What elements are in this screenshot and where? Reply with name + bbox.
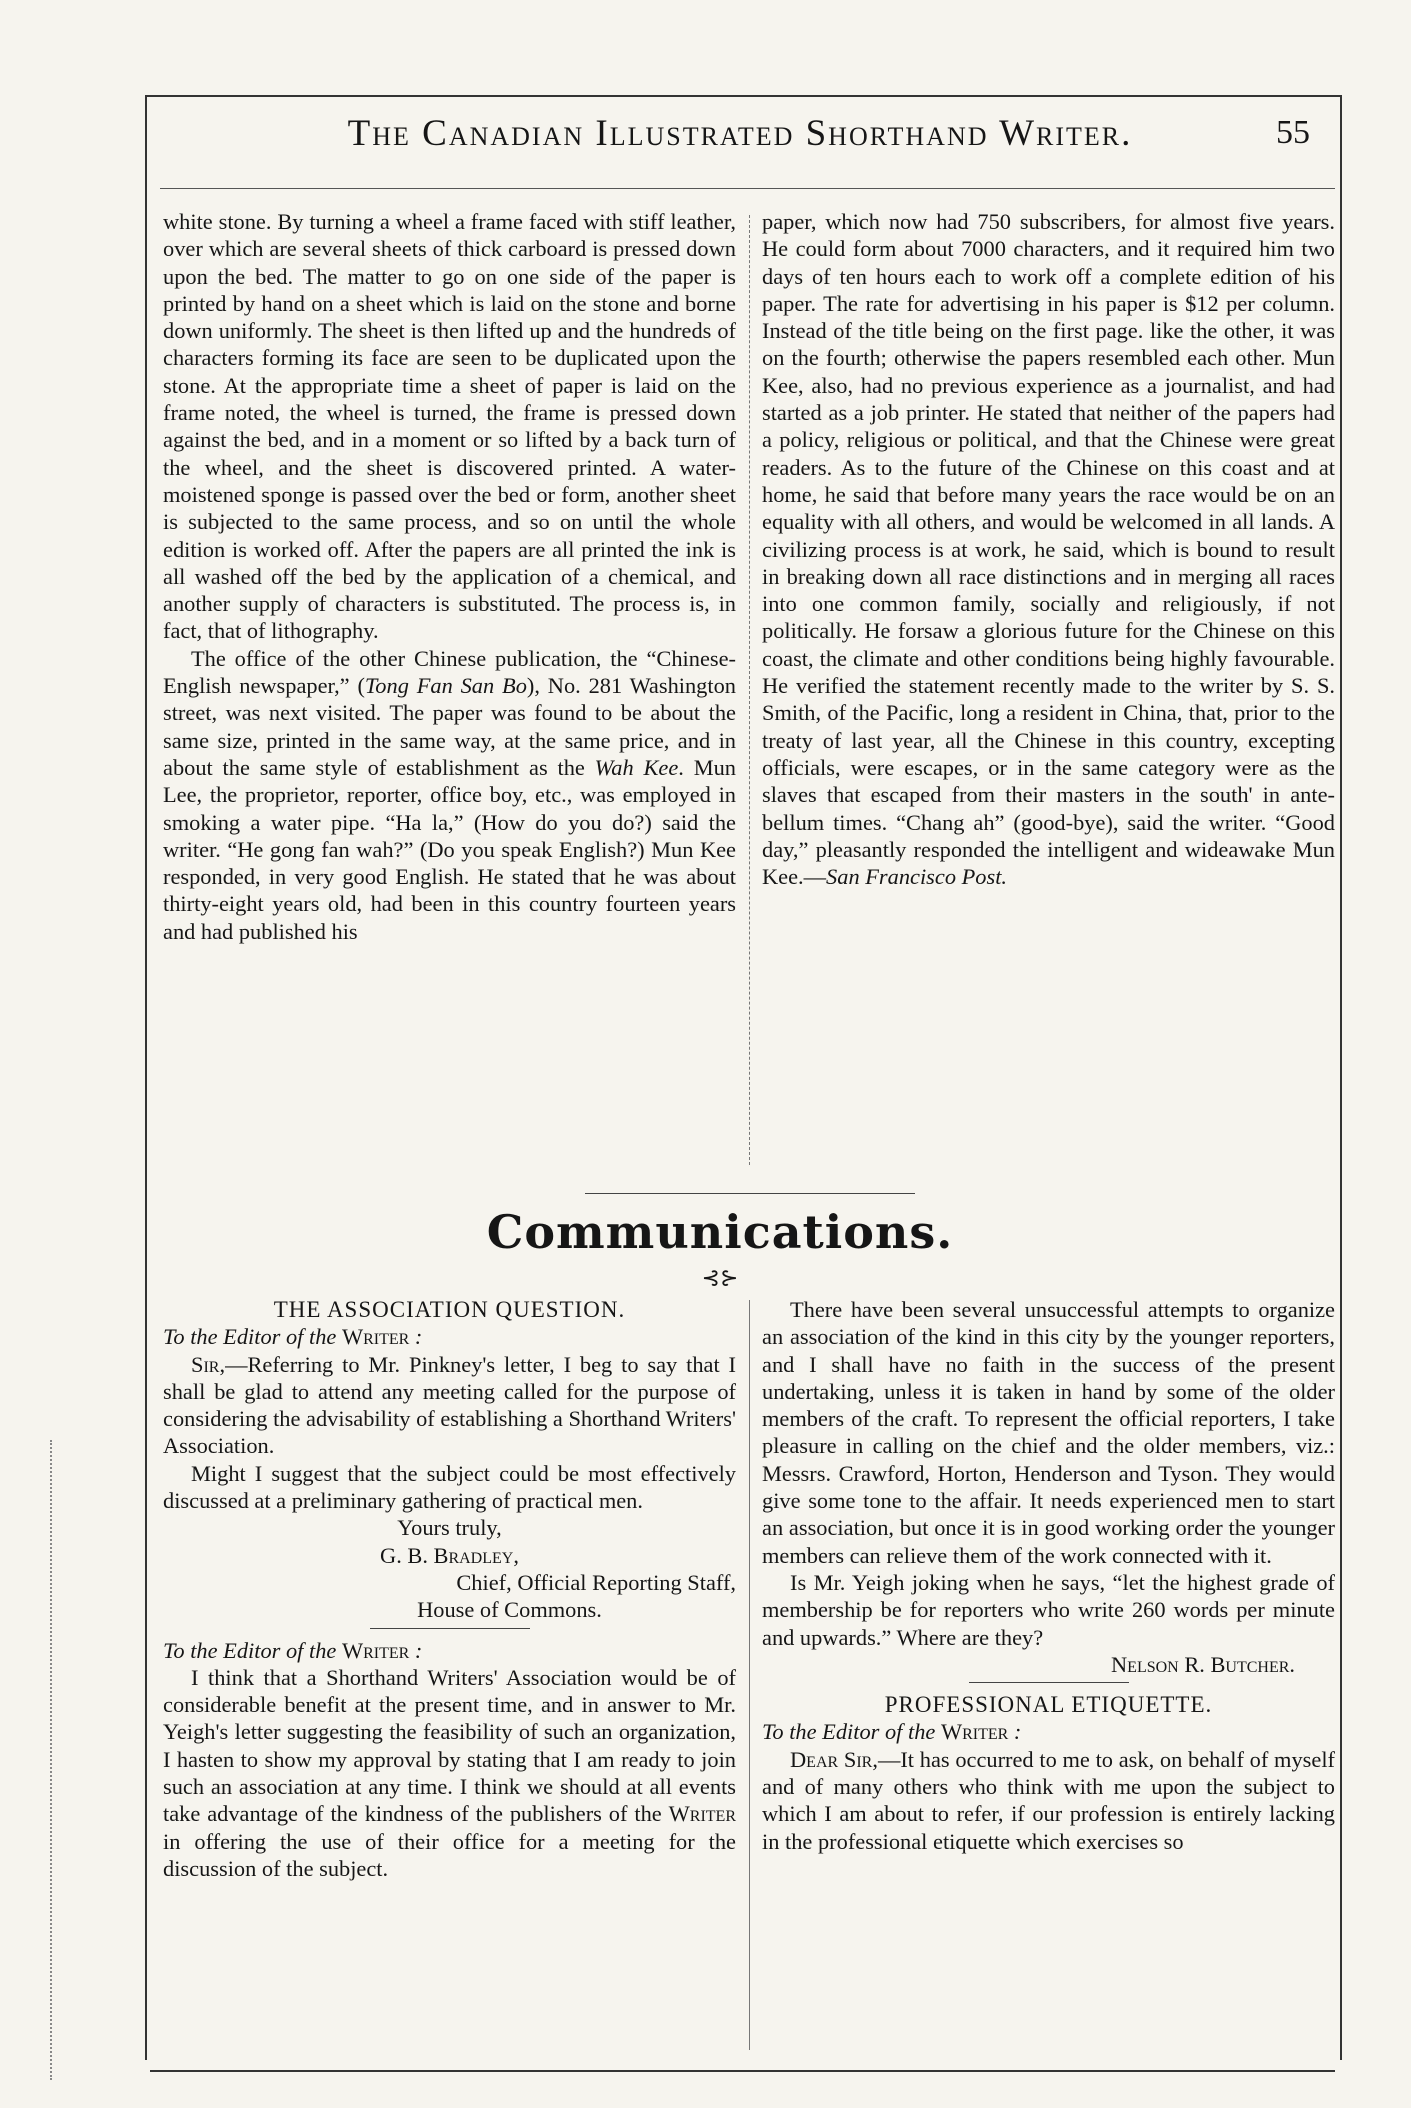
letter-signature: G. B. Bradley, bbox=[380, 1542, 519, 1568]
letter-paragraph bbox=[762, 1746, 1335, 1855]
letter-signature: Nelson R. Butcher. bbox=[1111, 1651, 1295, 1677]
column-divider bbox=[749, 1300, 750, 2050]
letter-paragraph: There have been several unsuccessful attempts to organize an association of the kind in this city by the younger reporters, and I shall have no faith in the success of the present undertaking, unless it is taken in hand by some of the older members of the craft. To represent the official reporters, I take pleasure in calling on the chief and the older members, viz.: Messrs. Crawford, Horton, Henderson and Tyson. They would give some tone to the affair. It needs experienced men to start an association, but once it is in good working order the younger members can relieve them of the work connected with it. bbox=[762, 1297, 1335, 1568]
letter-heading: THE ASSOCIATION QUESTION. bbox=[273, 1297, 626, 1322]
article-column-right bbox=[762, 208, 1335, 890]
ornament-icon: ⊰⊱ bbox=[701, 1266, 739, 1291]
communications-column-left bbox=[163, 1296, 736, 1882]
text-run: —Referring to Mr. Pinkney's letter, I beg to say that I shall be glad to attend any meeting called for the purpose of considering the advisability of establishing a Shorthand Writers' Association. bbox=[163, 1351, 736, 1459]
page-number: 55 bbox=[1276, 114, 1310, 151]
article-paragraph bbox=[163, 645, 736, 945]
text-run: ), No. 281 Washington street, was next visited. The paper was found to be about the same size, printed in the same way, at the same price, and in about the same style of establishment as the bbox=[163, 673, 736, 780]
page-frame-bottom bbox=[150, 2070, 1335, 2072]
text-run: The office of the other Chinese publication, the “Chinese-English newspaper,” ( bbox=[163, 645, 736, 699]
publication-title: The Canadian Illustrated Shorthand Writer. bbox=[347, 113, 1133, 154]
letter-separator bbox=[370, 1628, 530, 1629]
article-paragraph bbox=[762, 208, 1335, 890]
text-run: Sir, bbox=[191, 1351, 226, 1377]
text-run: Writer bbox=[668, 1801, 736, 1827]
newspaper-name: Tong Fan San Bo bbox=[364, 673, 527, 699]
article-source: San Francisco Post. bbox=[826, 864, 1008, 890]
text-run: : bbox=[409, 1324, 423, 1350]
page-frame-right bbox=[1340, 95, 1342, 2060]
article-column-left bbox=[163, 208, 736, 945]
text-run: : bbox=[409, 1637, 423, 1663]
letter-paragraph bbox=[163, 1664, 736, 1882]
section-title: Communications. bbox=[486, 1205, 954, 1259]
column-divider bbox=[749, 215, 750, 1165]
text-run: To the Editor of the bbox=[163, 1637, 342, 1663]
text-run: Dear Sir, bbox=[790, 1746, 878, 1772]
letter-salutation bbox=[762, 1718, 1335, 1745]
text-run: —It has occurred to me to ask, on behalf of myself and of many others who think with me upon the subject to which I am about to refer, if our profession is entirely lacking in the professional etiquette which exercises so bbox=[762, 1746, 1335, 1854]
newspaper-name: Wah Kee bbox=[594, 754, 679, 780]
letter-paragraph: Is Mr. Yeigh joking when he says, “let the highest grade of membership be for reporters who write 260 words per minute and upwards.” Where are they? bbox=[762, 1569, 1335, 1650]
text-run: To the Editor of the bbox=[163, 1324, 342, 1350]
article-paragraph: white stone. By turning a wheel a frame faced with stiff leather, over which are several sheets of thick carboard is pressed down upon the bed. The matter to go on one side of the paper is printed by hand on a sheet which is laid on the stone and borne down uniformly. The sheet is then lifted up and the hundreds of characters forming its face are seen to be duplicated upon the stone. At the appropriate time a sheet of paper is laid on the frame noted, the wheel is turned, the frame is pressed down against the bed, and in a moment or so lifted by a back turn of the wheel, and the sheet is discovered printed. A water-moistened sponge is passed over the bed or form, another sheet is subjected to the same process, and so on until the whole edition is worked off. After the papers are all printed the ink is all washed off the bed by the application of a chemical, and another supply of characters is substituted. The process is, in fact, that of lithography. bbox=[163, 209, 736, 644]
text-run: Writer bbox=[341, 1637, 410, 1663]
signer-office: House of Commons. bbox=[417, 1597, 602, 1623]
text-run: in offering the use of their office for a meeting for the discussion of the subject. bbox=[163, 1828, 736, 1881]
text-run: : bbox=[1008, 1719, 1022, 1745]
letter-separator bbox=[969, 1682, 1129, 1683]
page-frame-top bbox=[145, 95, 1340, 97]
running-header bbox=[160, 112, 1330, 168]
signer-title: Chief, Official Reporting Staff, bbox=[456, 1569, 736, 1595]
text-run: Writer bbox=[940, 1719, 1009, 1745]
text-run: paper, which now had 750 subscribers, for almost five years. He could form about 7000 characters, and it required him two days of ten hours each to work off a complete edition of his paper. The rate for advertising in his paper is $12 per column. Instead of the title being on the first page. like the other, it was on the fourth; otherwise the papers resembled each other. Mun Kee, also, had no previous experience as a journalist, and had started as a job printer. He stated that neither of the papers had a policy, religious or political, and that the Chinese were great readers. As to the future of the Chinese on this coast and at home, he said that before many years the race would be on an equality with all others, and would be welcomed in all lands. A civilizing process is at work, he said, which is bound to result in breaking down all race distinctions and in merging all races into one common family, socially and religiously, if not politically. He forsaw a glorious future for the Chinese on this coast, the climate and other conditions being highly favourable. He verified the statement recently made to the writer by S. S. Smith, of the Pacific, long a resident in China, that, prior to the treaty of last year, all the Chinese in this country, excepting officials, were escapes, or in the same category were as the slaves that escaped from their masters in the south' in ante-bellum times. “Chang ah” (good-bye), said the writer. “Good day,” pleasantly responded the intelligent and wideawake Mun Kee.— bbox=[762, 209, 1335, 890]
letter-paragraph: Might I suggest that the subject could be most effectively discussed at a preliminary gathering of practical men. bbox=[163, 1460, 736, 1514]
margin-binding-mark bbox=[50, 1440, 55, 2080]
letter-closing: Yours truly, bbox=[397, 1515, 502, 1541]
text-run: I think that a Shorthand Writers' Association would be of considerable benefit at the present time, and in answer to Mr. Yeigh's letter suggesting the feasibility of such an organization, I hasten to show my approval by stating that I am ready to join such an association at any time. I think we should at all events take advantage of the kindness of the publishers of the bbox=[163, 1664, 736, 1827]
text-run: Writer bbox=[341, 1324, 410, 1350]
text-run: . Mun Lee, the proprietor, reporter, office boy, etc., was employed in smoking a water pipe. “Ha la,” (How do you do?) said the writer. “He gong fan wah?” (Do you speak English?) Mun Kee responded, in very good English. He stated that he was about thirty-eight years old, had been in this country fourteen years and had published his bbox=[163, 754, 736, 944]
section-rule bbox=[585, 1193, 915, 1194]
text-run: To the Editor of the bbox=[762, 1719, 941, 1745]
letter-salutation bbox=[163, 1637, 736, 1664]
letter-paragraph bbox=[163, 1351, 736, 1460]
letter-heading: PROFESSIONAL ETIQUETTE. bbox=[884, 1692, 1213, 1718]
page-frame-left bbox=[145, 95, 147, 2060]
communications-column-right bbox=[762, 1296, 1335, 1855]
letter-salutation bbox=[163, 1323, 736, 1350]
header-rule bbox=[160, 188, 1335, 189]
